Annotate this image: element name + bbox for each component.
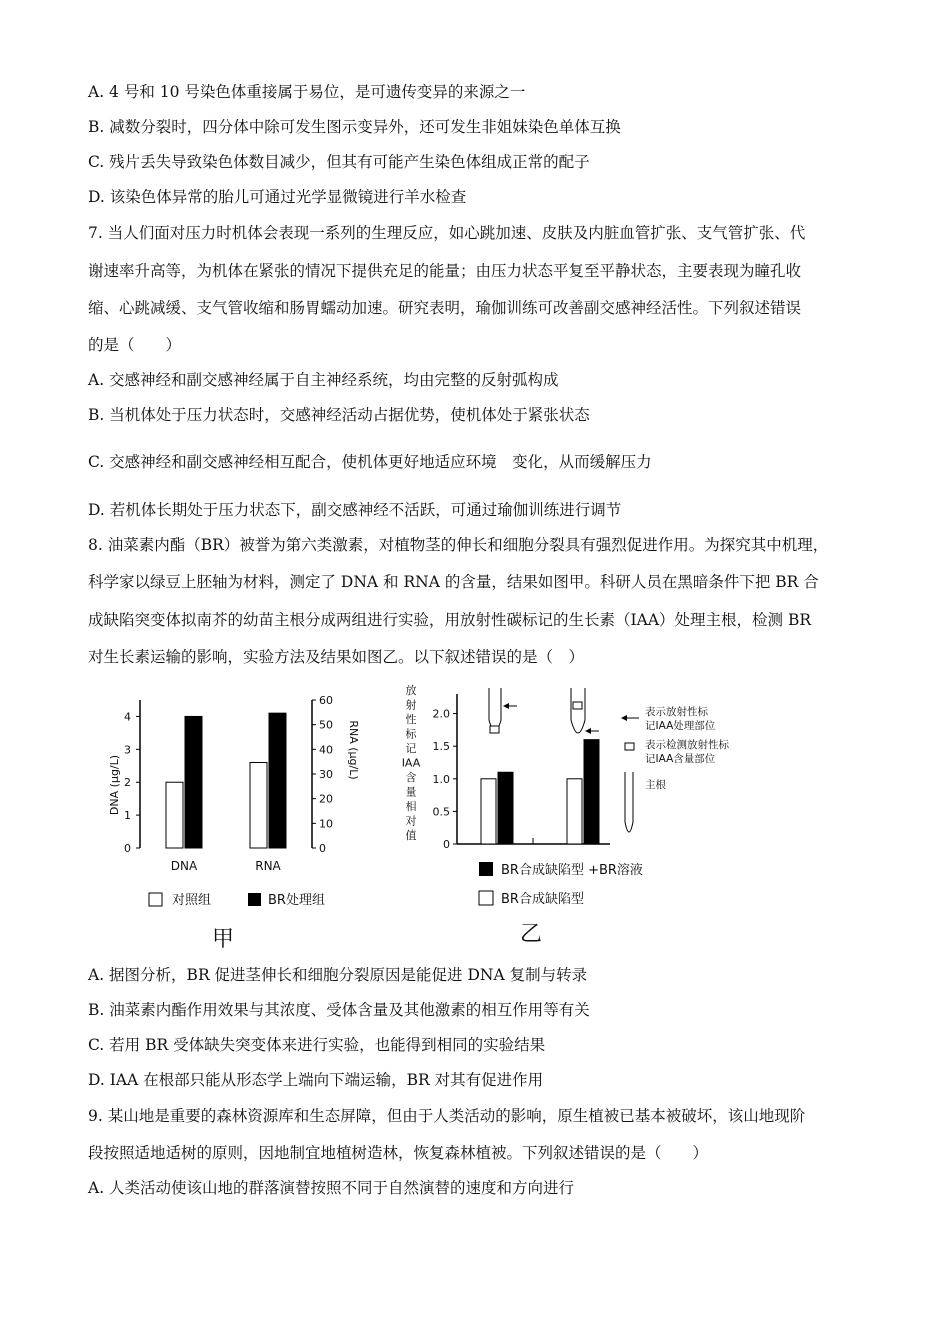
jia-right-tick-label: 20 (319, 792, 333, 806)
line-a-q6: A. 4 号和 10 号染色体重接属于易位，是可遗传变异的来源之一 (88, 83, 526, 101)
yi-note-2a: 表示检测放射性标 (645, 739, 729, 751)
jia-right-tick-label: 10 (319, 817, 333, 831)
yi-ylabel-char: 性 (405, 713, 417, 726)
yi-note-1a: 表示放射性标 (645, 706, 708, 718)
yi-bar-2-br (584, 740, 599, 844)
jia-bar-rna-br (269, 713, 286, 848)
jia-bar-dna-control (166, 782, 183, 848)
jia-left-tick-label: 0 (124, 842, 131, 855)
root-diagram-1 (489, 688, 517, 733)
line-b-q6: B. 减数分裂时，四分体中除可发生图示变异外，还可发生非姐妹染色单体互换 (88, 118, 621, 136)
jia-legend-br-swatch (248, 893, 261, 906)
detect-box-icon (625, 743, 634, 750)
yi-tick-label: 0.5 (432, 805, 450, 819)
yi-ylabel-char: 量 (405, 785, 417, 799)
jia-bar-dna-br (185, 716, 202, 848)
yi-ylabel-char: 射 (405, 698, 417, 712)
jia-legend-control-swatch (149, 893, 162, 906)
q8-stem-2: 科学家以绿豆上胚轴为材料，测定了 DNA 和 RNA 的含量，结果如图甲。科研人员在黑暗条件下把 BR 合 (88, 573, 819, 591)
yi-ylabel-char: IAA (401, 756, 421, 770)
q9-stem-1: 9. 某山地是重要的森林资源库和生态屏障，但由于人类活动的影响，原生植被已基本被破坏，该山地现阶 (88, 1107, 806, 1125)
yi-legend-mut-swatch (479, 891, 493, 905)
q7-option-d: D. 若机体长期处于压力状态下，副交感神经不活跃，可通过瑜伽训练进行调节 (88, 501, 622, 519)
yi-tick-label: 0 (443, 838, 450, 851)
yi-tick-label: 1.5 (432, 740, 450, 754)
q8-stem-3: 成缺陷突变体拟南芥的幼苗主根分成两组进行实验，用放射性碳标记的生长素（IAA）处理主根，检测 BR (88, 611, 812, 629)
yi-ylabel-char: 放 (405, 684, 417, 697)
jia-right-tick-label: 40 (319, 743, 333, 757)
q8-option-d: D. IAA 在根部只能从形态学上端向下端运输，BR 对其有促进作用 (88, 1071, 544, 1089)
yi-bar-2-mutant (567, 779, 582, 844)
q7-stem-3: 缩、心跳减缓、支气管收缩和肠胃蠕动加速。研究表明，瑜伽训练可改善副交感神经活性。下列叙述错误 (88, 299, 802, 317)
root-diagram-2 (571, 688, 599, 734)
q7-option-a: A. 交感神经和副交感神经属于自主神经系统，均由完整的反射弧构成 (88, 371, 559, 389)
yi-ylabel-char: 含 (405, 771, 417, 784)
jia-right-tick-label: 60 (319, 694, 333, 707)
q9-stem-2: 段按照适地适树的原则，因地制宜地植树造林，恢复森林植被。下列叙述错误的是（ ） (88, 1144, 709, 1162)
jia-category-dna: DNA (170, 859, 198, 873)
jia-ylabel-right: RNA (μg/L) (347, 720, 360, 780)
line-d-q6: D. 该染色体异常的胎儿可通过光学显微镜进行羊水检查 (88, 188, 467, 206)
q7-stem-1: 7. 当人们面对压力时机体会表现一系列的生理反应，如心跳加速、皮肤及内脏血管扩张、支气管扩张、代 (88, 224, 806, 242)
yi-tick-label: 1.0 (432, 772, 450, 786)
q7-option-b: B. 当机体处于压力状态时，交感神经活动占据优势，使机体处于紧张状态 (88, 406, 590, 424)
jia-left-tick-label: 4 (124, 710, 131, 724)
yi-ylabel-char: 相 (405, 800, 417, 813)
jia-ylabel-left: DNA (μg/L) (108, 754, 121, 816)
jia-legend-control: 对照组 (172, 893, 212, 908)
yi-note-root: 主根 (645, 779, 666, 791)
yi-ylabel-char: 记 (405, 742, 417, 755)
jia-left-tick-label: 3 (124, 743, 131, 757)
yi-bar-1-br (498, 772, 513, 844)
jia-right-tick-label: 50 (319, 718, 333, 732)
jia-legend-br: BR处理组 (268, 893, 325, 908)
yi-note-2b: 记IAA含量部位 (645, 753, 716, 765)
yi-legend-mut: BR合成缺陷型 (501, 892, 584, 907)
chart-jia-title: 甲 (212, 927, 235, 952)
jia-right-tick-label: 30 (319, 768, 333, 781)
q8-option-a: A. 据图分析，BR 促进茎伸长和细胞分裂原因是能促进 DNA 复制与转录 (88, 966, 588, 984)
chart-jia (100, 690, 360, 920)
q8-option-b: B. 油菜素内酯作用效果与其浓度、受体含量及其他激素的相互作用等有关 (88, 1001, 590, 1019)
q7-stem-4: 的是（ ） (88, 336, 182, 354)
q8-stem-4: 对生长素运输的影响，实验方法及结果如图乙。以下叙述错误的是（ ） (88, 648, 585, 666)
jia-category-rna: RNA (255, 859, 281, 873)
arrow-icon (621, 715, 639, 721)
yi-legend-br-swatch (479, 862, 493, 876)
yi-ylabel-char: 标 (405, 727, 417, 741)
jia-bar-rna-control (250, 762, 267, 848)
chart-yi (395, 680, 765, 920)
q9-option-a: A. 人类活动使该山地的群落演替按照不同于自然演替的速度和方向进行 (88, 1179, 575, 1197)
q8-option-c: C. 若用 BR 受体缺失突变体来进行实验，也能得到相同的实验结果 (88, 1036, 546, 1054)
q8-stem-1: 8. 油菜素内酯（BR）被誉为第六类激素，对植物茎的伸长和细胞分裂具有强烈促进作用。为探究其中机理， (88, 536, 829, 554)
line-c-q6: C. 残片丢失导致染色体数目减少，但其有可能产生染色体组成正常的配子 (88, 153, 590, 171)
yi-ylabel-char: 对 (405, 814, 417, 828)
yi-tick-label: 2.0 (432, 707, 450, 721)
yi-bar-1-mutant (481, 779, 496, 844)
chart-yi-title: 乙 (520, 922, 543, 947)
yi-note-1b: 记IAA处理部位 (645, 720, 716, 732)
root-icon (625, 772, 633, 832)
q7-stem-2: 谢速率升高等，为机体在紧张的情况下提供充足的能量；由压力状态平复至平静状态，主要表现为瞳孔收 (88, 262, 802, 280)
q7-option-c: C. 交感神经和副交感神经相互配合，使机体更好地适应环境 变化，从而缓解压力 (88, 453, 652, 471)
jia-left-tick-label: 2 (124, 776, 131, 790)
jia-right-tick-label: 0 (319, 842, 326, 855)
yi-legend-br: BR合成缺陷型 +BR溶液 (501, 863, 643, 878)
yi-ylabel-char: 值 (405, 829, 417, 842)
jia-left-tick-label: 1 (124, 809, 131, 823)
